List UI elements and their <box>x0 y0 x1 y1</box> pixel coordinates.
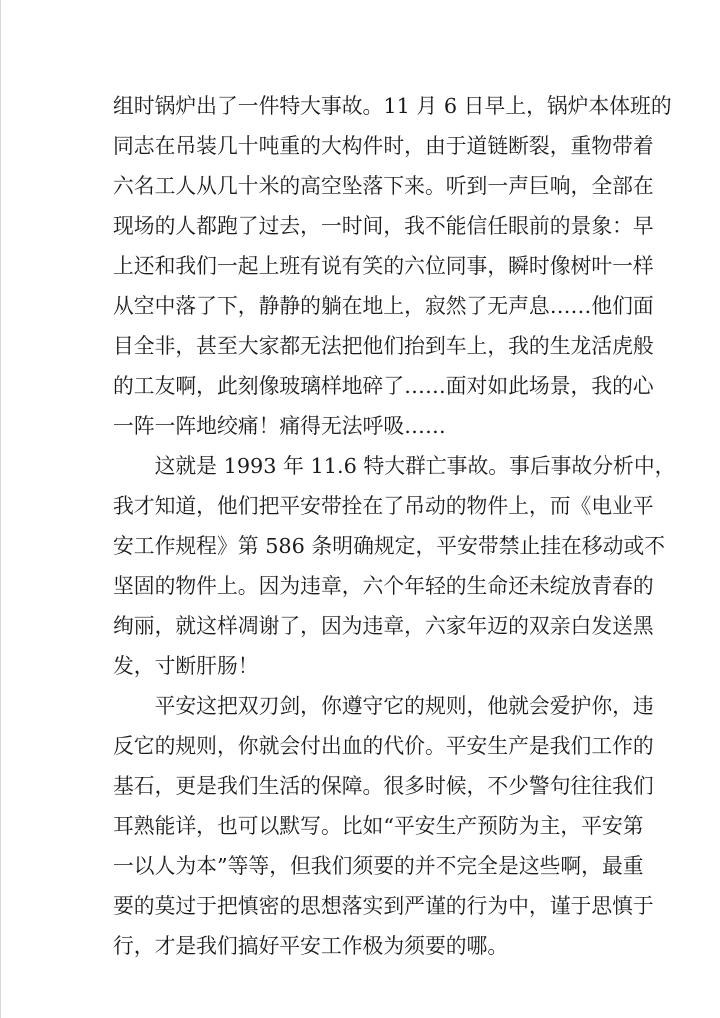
text-line: 要的莫过于把慎密的思想落实到严谨的行为中，谨于思慎于 <box>113 894 654 918</box>
text-line: 一以人为本”等等，但我们须要的并不完全是这些啊，最重 <box>113 854 644 878</box>
body-text <box>113 86 676 966</box>
text-line: 的工友啊，此刻像玻璃样地碎了……面对如此场景，我的心 <box>113 374 654 398</box>
text-line: 一阵一阵地绞痛！痛得无法呼吸…… <box>113 414 446 438</box>
text-line: 上还和我们一起上班有说有笑的六位同事，瞬时像树叶一样 <box>113 254 654 278</box>
text-line: 我才知道，他们把平安带拴在了吊动的物件上，而《电业平 <box>113 494 654 518</box>
paragraph-accident-account <box>113 86 672 446</box>
text-line: 行，才是我们搞好平安工作极为须要的哪。 <box>113 934 509 958</box>
text-line: 六名工人从几十米的高空坠落下来。听到一声巨响，全部在 <box>113 174 654 198</box>
text-line: 安工作规程》第 586 条明确规定，平安带禁止挂在移动或不 <box>113 534 666 558</box>
text-line: 目全非，甚至大家都无法把他们抬到车上，我的生龙活虎般 <box>113 334 654 358</box>
text-line: 组时锅炉出了一件特大事故。11 月 6 日早上，锅炉本体班的 <box>113 94 672 118</box>
text-line: 平安这把双刃剑，你遵守它的规则，他就会爱护你，违 <box>154 694 654 718</box>
text-line: 同志在吊装几十吨重的大构件时，由于道链断裂，重物带着 <box>113 134 654 158</box>
text-line: 反它的规则，你就会付出血的代价。平安生产是我们工作的 <box>113 734 654 758</box>
text-line: 绚丽，就这样凋谢了，因为违章，六家年迈的双亲白发送黑 <box>113 614 654 638</box>
text-line: 从空中落了下，静静的躺在地上，寂然了无声息……他们面 <box>113 294 654 318</box>
text-line: 耳熟能详，也可以默写。比如“平安生产预防为主，平安第 <box>113 814 644 838</box>
text-line: 发，寸断肝肠！ <box>113 654 259 678</box>
text-line: 现场的人都跑了过去，一时间，我不能信任眼前的景象：早 <box>113 214 654 238</box>
paragraph-accident-analysis <box>113 446 676 686</box>
text-line: 基石，更是我们生活的保障。很多时候，不少警句往往我们 <box>113 774 654 798</box>
text-line: 坚固的物件上。因为违章，六个年轻的生命还未绽放青春的 <box>113 574 654 598</box>
paragraph-safety-reflection <box>113 686 654 966</box>
text-line: 这就是 1993 年 11.6 特大群亡事故。事后事故分析中， <box>154 454 676 478</box>
